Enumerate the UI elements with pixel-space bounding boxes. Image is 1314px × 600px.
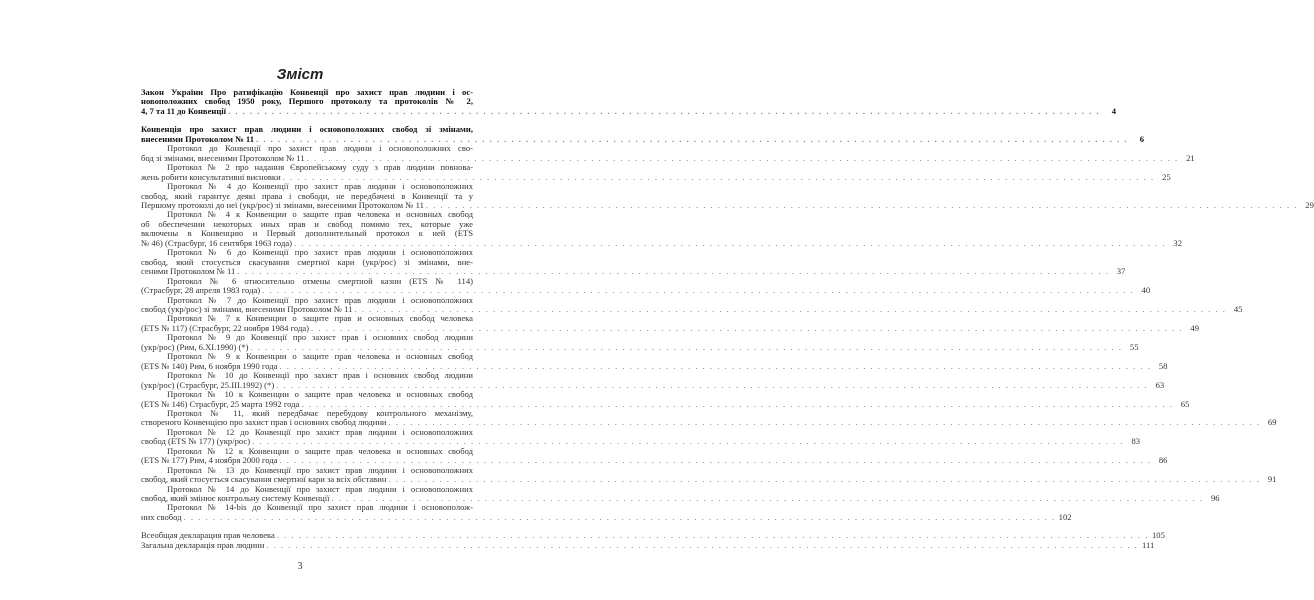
toc-entry-title: (ETS № 140) Рим, 6 ноября 1990 года <box>141 360 278 371</box>
dot-leader: . . . . . . . . . . . . . . . . . . . . . . . . . . . . . . . . . . . . . . . . . . . . . . . . . . . . . . . . . . . . . . . . . . . . . . . . . . . . . . . . . . . . . . . . . . . . . . . . . . . . . . . . . . . . . . . . . . . . . . . . <box>237 266 1110 277</box>
dot-leader: . . . . . . . . . . . . . . . . . . . . . . . . . . . . . . . . . . . . . . . . . . . . . . . . . . . . . . . . . . . . . . . . . . . . . . . . . . . . . . . . . . . . . . . . . . . . . . . . . . . . . . . . . . . . . . . . . . . . . . . . <box>266 539 1139 550</box>
toc-entry-page: 69 <box>1267 417 1277 428</box>
toc-entry-page: 40 <box>1141 285 1151 296</box>
toc-entry-title: жень робити консультативні висновки <box>141 171 281 182</box>
toc-entry[interactable] <box>141 124 1145 144</box>
toc-entry-page: 4 <box>1111 105 1117 116</box>
toc-entry[interactable] <box>141 294 1243 315</box>
toc-entry-title: сеними Протоколом № 11 <box>141 266 236 277</box>
toc-entry-line: Протокол № 7 к Конвенции о защите прав и основных свобод человека <box>167 313 473 324</box>
dot-leader: . . . . . . . . . . . . . . . . . . . . . . . . . . . . . . . . . . . . . . . . . . . . . . . . . . . . . . . . . . . . . . . . . . . . . . . . . . . . . . . . . . . . . . . . . . . . . . . . . . . . . . . . . . . . . . . . . . . . . . . . <box>282 171 1155 182</box>
toc-entry-title: внесеними Протоколом № 11 <box>141 133 255 144</box>
toc-entry-page: 25 <box>1162 171 1171 182</box>
dot-leader: . . . . . . . . . . . . . . . . . . . . . . . . . . . . . . . . . . . . . . . . . . . . . . . . . . . . . . . . . . . . . . . . . . . . . . . . . . . . . . . . . . . . . . . . . . . . . . . . . . . . . . . . . . . . . . . . . . . . . . . . <box>228 105 1101 116</box>
toc-entry-last-line <box>141 539 1155 550</box>
toc-entry-title: свобод, який змінює контрольну систему Конвенції <box>141 493 330 504</box>
toc-entry-line: Протокол № 10 к Конвенции о защите прав человека и основных свобод <box>167 389 473 400</box>
toc-entry-title: них свобод <box>141 511 182 522</box>
toc-entry-page: 6 <box>1139 133 1145 144</box>
toc-entry-page: 102 <box>1058 511 1072 522</box>
dot-leader: . . . . . . . . . . . . . . . . . . . . . . . . . . . . . . . . . . . . . . . . . . . . . . . . . . . . . . . . . . . . . . . . . . . . . . . . . . . . . . . . . . . . . . . . . . . . . . . . . . . . . . . . . . . . . . . . . . . . . . . . <box>388 474 1261 485</box>
dot-leader: . . . . . . . . . . . . . . . . . . . . . . . . . . . . . . . . . . . . . . . . . . . . . . . . . . . . . . . . . . . . . . . . . . . . . . . . . . . . . . . . . . . . . . . . . . . . . . . . . . . . . . . . . . . . . . . . . . . . . . . . <box>276 530 1149 541</box>
toc-entry-line: Протокол № 12 до Конвенції про захист прав людини і основоположних <box>167 426 473 437</box>
toc-entry-title: (укр/рос) (Рим, 6.XI.1990) (*) <box>141 341 249 352</box>
toc-entry-line: Протокол № 2 про надання Європейському суду з прав людини повнова- <box>167 162 473 173</box>
toc-entry[interactable] <box>141 370 1165 390</box>
toc-entry-page: 63 <box>1155 379 1165 390</box>
toc-entry-line: включены в Конвенцию и Первый дополнительный протокол к ней (ETS <box>141 228 473 239</box>
toc-entry-line: Протокол № 13 до Конвенції про захист прав людини і основоположних <box>167 464 473 475</box>
toc-entry-page: 105 <box>1151 530 1165 541</box>
toc-entry-page: 21 <box>1186 152 1195 163</box>
dot-leader: . . . . . . . . . . . . . . . . . . . . . . . . . . . . . . . . . . . . . . . . . . . . . . . . . . . . . . . . . . . . . . . . . . . . . . . . . . . . . . . . . . . . . . . . . . . . . . . . . . . . . . . . . . . . . . . . . . . . . . . . <box>256 133 1129 144</box>
dot-leader: . . . . . . . . . . . . . . . . . . . . . . . . . . . . . . . . . . . . . . . . . . . . . . . . . . . . . . . . . . . . . . . . . . . . . . . . . . . . . . . . . . . . . . . . . . . . . . . . . . . . . . . . . . . . . . . . . . . . . . . . <box>276 379 1149 390</box>
toc-entry-line: Протокол № 4 к Конвенции о защите прав человека и основных свобод <box>167 209 473 220</box>
toc-entry-page: 58 <box>1158 360 1168 371</box>
dot-leader: . . . . . . . . . . . . . . . . . . . . . . . . . . . . . . . . . . . . . . . . . . . . . . . . . . . . . . . . . . . . . . . . . . . . . . . . . . . . . . . . . . . . . . . . . . . . . . . . . . . . . . . . . . . . . . . . . . . . . . . . <box>279 360 1152 371</box>
toc-entry-title: (укр/рос) (Страсбург, 25.III.1992) (*) <box>141 379 275 390</box>
toc-entry-line: Протокол № 14-bis до Конвенції про захист прав людини і основополож- <box>167 502 473 513</box>
toc-entry-title: Загальна декларація прав людини <box>141 539 265 550</box>
dot-leader: . . . . . . . . . . . . . . . . . . . . . . . . . . . . . . . . . . . . . . . . . . . . . . . . . . . . . . . . . . . . . . . . . . . . . . . . . . . . . . . . . . . . . . . . . . . . . . . . . . . . . . . . . . . . . . . . . . . . . . . . <box>279 455 1152 466</box>
toc-entry-page: 49 <box>1190 322 1200 333</box>
dot-leader: . . . . . . . . . . . . . . . . . . . . . . . . . . . . . . . . . . . . . . . . . . . . . . . . . . . . . . . . . . . . . . . . . . . . . . . . . . . . . . . . . . . . . . . . . . . . . . . . . . . . . . . . . . . . . . . . . . . . . . . . <box>250 341 1123 352</box>
toc-entry[interactable] <box>141 351 1168 371</box>
toc-entry-line: Протокол № 6 до Конвенції про захист прав людини і основоположних <box>167 247 473 258</box>
toc-entry[interactable] <box>141 502 1072 522</box>
toc-entry-page: 45 <box>1233 303 1243 314</box>
dot-leader: . . . . . . . . . . . . . . . . . . . . . . . . . . . . . . . . . . . . . . . . . . . . . . . . . . . . . . . . . . . . . . . . . . . . . . . . . . . . . . . . . . . . . . . . . . . . . . . . . . . . . . . . . . . . . . . . . . . . . . . . <box>425 199 1298 210</box>
toc-entry-line: Протокол № 9 к Конвенции о защите прав человека и основных свобод <box>167 351 473 362</box>
toc-entry[interactable] <box>141 275 1151 296</box>
toc-entry[interactable] <box>141 143 1195 163</box>
toc-entry-line: Протокол № 7 до Конвенції про захист прав людини і основоположних <box>167 294 473 305</box>
toc-entry[interactable] <box>141 483 1220 504</box>
toc-entry-title: (ETS № 177) Рим, 4 ноября 2000 года <box>141 455 278 466</box>
toc-entry[interactable] <box>141 426 1141 447</box>
toc-entry-line: Протокол № 14 до Конвенції про захист прав людини і основоположних <box>167 483 473 494</box>
toc-entry-page: 86 <box>1158 455 1168 466</box>
toc-entry[interactable] <box>141 181 1314 210</box>
toc-entry[interactable] <box>141 445 1168 466</box>
toc-entry-last-line <box>141 511 1072 522</box>
dot-leader: . . . . . . . . . . . . . . . . . . . . . . . . . . . . . . . . . . . . . . . . . . . . . . . . . . . . . . . . . . . . . . . . . . . . . . . . . . . . . . . . . . . . . . . . . . . . . . . . . . . . . . . . . . . . . . . . . . . . . . . . <box>183 511 1056 522</box>
toc-entry-title: Всеобщая декларация прав человека <box>141 530 275 541</box>
toc-entry-page: 37 <box>1116 266 1126 277</box>
dot-leader: . . . . . . . . . . . . . . . . . . . . . . . . . . . . . . . . . . . . . . . . . . . . . . . . . . . . . . . . . . . . . . . . . . . . . . . . . . . . . . . . . . . . . . . . . . . . . . . . . . . . . . . . . . . . . . . . . . . . . . . . <box>311 322 1184 333</box>
toc-entry[interactable] <box>141 389 1190 409</box>
toc-entry-title: 4, 7 та 11 до Конвенції <box>141 105 227 116</box>
toc-entry[interactable] <box>141 332 1139 352</box>
table-of-contents <box>141 87 1314 550</box>
toc-entry-page: 96 <box>1210 493 1220 504</box>
dot-leader: . . . . . . . . . . . . . . . . . . . . . . . . . . . . . . . . . . . . . . . . . . . . . . . . . . . . . . . . . . . . . . . . . . . . . . . . . . . . . . . . . . . . . . . . . . . . . . . . . . . . . . . . . . . . . . . . . . . . . . . . <box>294 237 1166 248</box>
toc-entry[interactable] <box>141 407 1277 428</box>
toc-entry-page: 55 <box>1129 341 1139 352</box>
toc-entry[interactable] <box>141 247 1126 277</box>
toc-entry-line: Протокол № 12 к Конвенции о защите прав человека и основных свобод <box>167 445 473 456</box>
dot-leader: . . . . . . . . . . . . . . . . . . . . . . . . . . . . . . . . . . . . . . . . . . . . . . . . . . . . . . . . . . . . . . . . . . . . . . . . . . . . . . . . . . . . . . . . . . . . . . . . . . . . . . . . . . . . . . . . . . . . . . . . <box>306 152 1179 163</box>
toc-entry-title: свобод (ETS № 177) (укр/рос) <box>141 436 251 447</box>
toc-entry-line: Закон України Про ратифікацію Конвенції про захист прав людини і ос- <box>141 87 473 97</box>
toc-entry-page: 29 <box>1305 199 1314 210</box>
toc-entry[interactable] <box>141 87 1117 116</box>
toc-entry-line: об обеспечении некоторых иных прав и свобод помимо тех, которые уже <box>141 218 473 229</box>
dot-leader: . . . . . . . . . . . . . . . . . . . . . . . . . . . . . . . . . . . . . . . . . . . . . . . . . . . . . . . . . . . . . . . . . . . . . . . . . . . . . . . . . . . . . . . . . . . . . . . . . . . . . . . . . . . . . . . . . . . . . . . . <box>301 398 1174 409</box>
toc-entry-title: створеного Конвенцією про захист прав і основних свобод людини <box>141 417 387 428</box>
toc-entry-line: Протокол № 4 до Конвенції про захист прав людини і основоположних <box>167 181 473 192</box>
toc-entry[interactable] <box>141 464 1277 485</box>
toc-entry-line: Протокол № 11, який передбачає перебудову контрольного механізму, <box>167 407 473 418</box>
toc-entry-line: свобод, який гарантує деякі права і свободи, не передбачені в Конвенції та у <box>141 190 473 201</box>
dot-leader: . . . . . . . . . . . . . . . . . . . . . . . . . . . . . . . . . . . . . . . . . . . . . . . . . . . . . . . . . . . . . . . . . . . . . . . . . . . . . . . . . . . . . . . . . . . . . . . . . . . . . . . . . . . . . . . . . . . . . . . . <box>354 303 1227 314</box>
toc-entry-page: 91 <box>1267 474 1277 485</box>
toc-entry-line: свобод, який стосується скасування смертної кари (укр/рос) зі змінами, вне- <box>141 256 473 267</box>
toc-entry-page: 65 <box>1180 398 1190 409</box>
toc-entry[interactable] <box>141 539 1155 550</box>
toc-entry[interactable] <box>141 209 1182 248</box>
toc-entry-title: (Страсбург, 28 апреля 1983 года) <box>141 285 261 296</box>
toc-entry-page: 111 <box>1142 539 1155 550</box>
toc-entry-line: Протокол до Конвенції про захист прав людини і основоположних сво- <box>167 143 473 154</box>
toc-entry-title: свобод (укр/рос) зі змінами, внесеними Протоколом № 11 <box>141 303 353 314</box>
toc-entry-title: (ETS № 117) (Страсбург, 22 ноября 1984 года) <box>141 322 310 333</box>
toc-entry-line: Протокол № 10 до Конвенції про захист прав і основних свобод людини <box>167 370 473 381</box>
toc-entry-page: 83 <box>1131 436 1141 447</box>
toc-entry-line: Протокол № 6 относительно отмены смертной казни (ETS № 114) <box>167 275 473 286</box>
toc-entry[interactable] <box>141 162 1171 182</box>
page-number: 3 <box>297 561 303 572</box>
dot-leader: . . . . . . . . . . . . . . . . . . . . . . . . . . . . . . . . . . . . . . . . . . . . . . . . . . . . . . . . . . . . . . . . . . . . . . . . . . . . . . . . . . . . . . . . . . . . . . . . . . . . . . . . . . . . . . . . . . . . . . . . <box>331 493 1204 504</box>
toc-entry-line: Протокол № 9 до Конвенції про захист прав і основних свобод людини <box>167 332 473 343</box>
toc-entry-title: (ETS № 146) Страсбург, 25 марта 1992 года <box>141 398 300 409</box>
dot-leader: . . . . . . . . . . . . . . . . . . . . . . . . . . . . . . . . . . . . . . . . . . . . . . . . . . . . . . . . . . . . . . . . . . . . . . . . . . . . . . . . . . . . . . . . . . . . . . . . . . . . . . . . . . . . . . . . . . . . . . . . <box>388 417 1261 428</box>
toc-entry-line: Конвенція про захист прав людини і основоположних свобод зі змінами, <box>141 124 473 135</box>
dot-leader: . . . . . . . . . . . . . . . . . . . . . . . . . . . . . . . . . . . . . . . . . . . . . . . . . . . . . . . . . . . . . . . . . . . . . . . . . . . . . . . . . . . . . . . . . . . . . . . . . . . . . . . . . . . . . . . . . . . . . . . . <box>252 436 1125 447</box>
page-title: Зміст <box>276 66 324 83</box>
toc-entry-title: № 46) (Страсбург, 16 сентября 1963 года) <box>141 237 292 248</box>
dot-leader: . . . . . . . . . . . . . . . . . . . . . . . . . . . . . . . . . . . . . . . . . . . . . . . . . . . . . . . . . . . . . . . . . . . . . . . . . . . . . . . . . . . . . . . . . . . . . . . . . . . . . . . . . . . . . . . . . . . . . . . . <box>262 285 1135 296</box>
toc-entry-page: 32 <box>1173 237 1182 248</box>
toc-entry[interactable] <box>141 313 1200 333</box>
toc-entry-title: свобод, який стосується скасування смертної кари за всіх обставин <box>141 474 387 485</box>
toc-entry-line: новоположних свобод 1950 року, Першого протоколу та протоколів № 2, <box>141 96 473 107</box>
toc-entry-last-line <box>141 105 1117 116</box>
toc-entry-title: бод зі змінами, внесеними Протоколом № 11 <box>141 152 305 163</box>
toc-entry-title: Першому протоколі до неї (укр/рос) зі змінами, внесеними Протоколом № 11 <box>141 199 424 210</box>
